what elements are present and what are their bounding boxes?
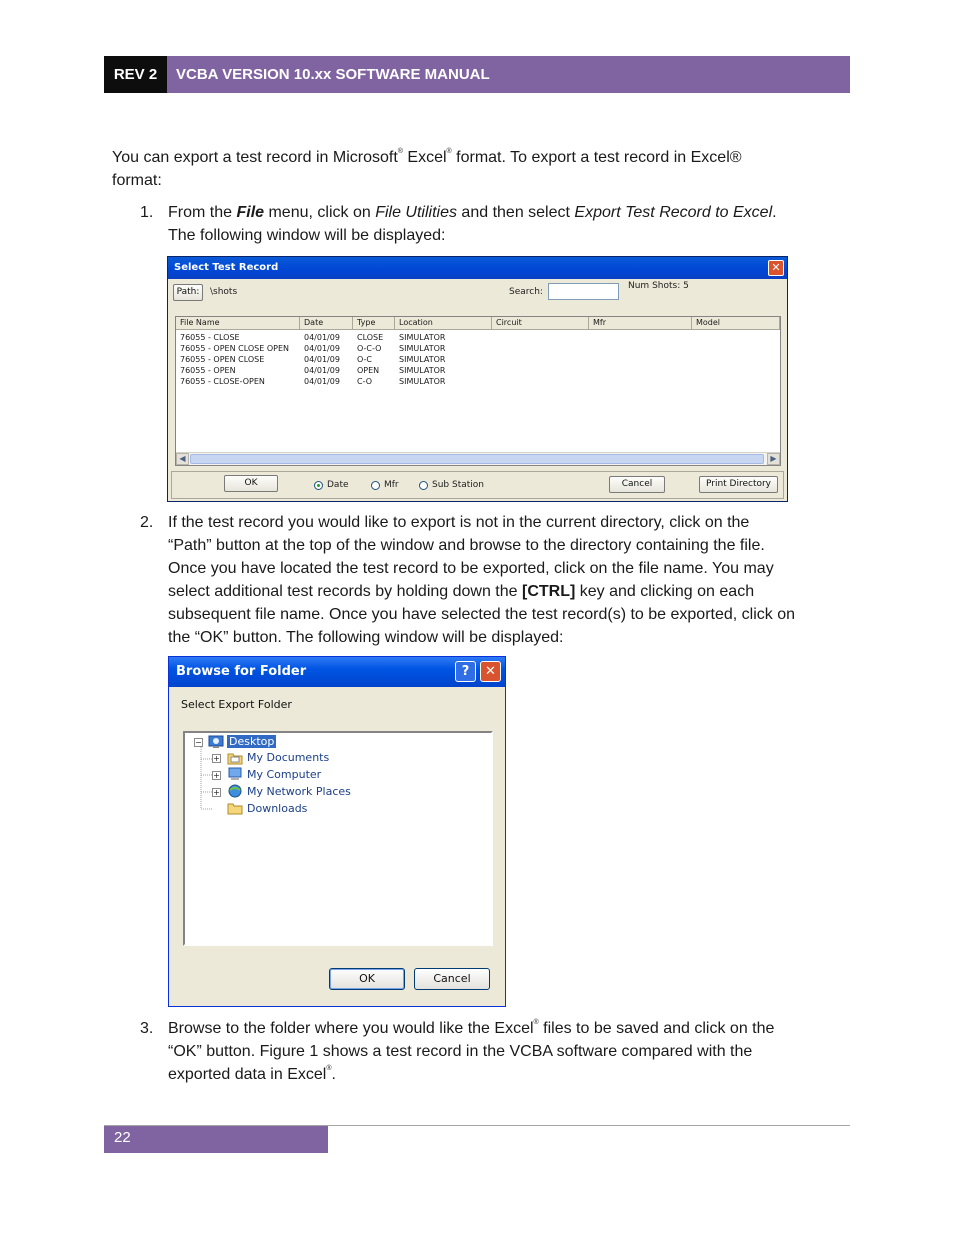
radio-mfr[interactable] [371,481,380,490]
dialog-title-bar [169,657,505,687]
select-test-record-window [167,256,788,502]
tree-item-desktop[interactable]: Desktop [229,735,275,748]
column-header-date[interactable]: Date [300,317,353,330]
radio-mfr-label: Mfr [384,480,399,490]
manual-title: VCBA VERSION 10.xx SOFTWARE MANUAL [167,56,850,93]
radio-sub-station[interactable] [419,481,428,490]
num-shots: Num Shots: 5 [628,281,689,291]
column-header-mfr[interactable]: Mfr [589,317,692,330]
expand-icon[interactable]: + [213,788,220,797]
step-1-number: 1. [140,204,154,221]
path-value: \shots [210,287,238,297]
intro-paragraph: You can export a test record in Microsoft® Excel® format. To export a test record in Excel® format: [112,148,742,189]
radio-date-label: Date [327,480,349,490]
folder-tree[interactable] [183,731,493,946]
test-record-list[interactable]: File Name Date Type Location Circuit Mfr Model 76055 - CLOSE 04/01/09 CLOSE SIMULATOR 76055 - OPEN CLOSE OPEN 04/01/09 O-C-O SIMULATOR 76055 - OPEN CLOSE 04/01/09 O-C SIMULATOR 76055 - OPEN 04/01/09 OPEN SIMULATOR 76055 - CLOSE-OPEN 04/01/09 C-O SIMULATOR ◀ ▶ [175,316,781,466]
button-bar [171,471,784,499]
revision-label: REV 2 [104,56,167,93]
step-2-text: If the test record you would like to export is not in the current directory, click on the “Path” button at the top of the window and browse to the directory containing the file. Once you have located the test record to be exported, click on the file name. You may select additional test records by holding down the [CTRL] key and clicking on each subsequent file name. Once you have selected the test record(s) to be exported, click on the “OK” button. The following window will be displayed: [168,514,796,646]
window-title-bar [168,257,787,279]
tree-item-my-documents[interactable]: My Documents [247,751,330,764]
help-icon[interactable]: ? [455,661,476,682]
print-directory-button[interactable]: Print Directory [699,476,778,493]
path-button[interactable]: Path: [173,284,203,301]
close-icon[interactable]: ✕ [768,260,784,276]
expand-icon[interactable]: + [213,771,220,780]
column-header-model[interactable]: Model [692,317,780,330]
window-title: Select Test Record [174,262,279,273]
tree-item-my-network-places[interactable]: My Network Places [247,785,351,798]
horizontal-scrollbar[interactable] [176,452,780,465]
folder-icon [227,801,243,815]
desktop-icon [208,735,224,749]
select-export-folder-label: Select Export Folder [181,698,292,711]
scroll-left-icon[interactable]: ◀ [176,453,189,465]
ok-button[interactable]: OK [224,475,278,492]
collapse-icon[interactable]: − [195,738,202,747]
scroll-thumb[interactable] [190,454,764,464]
column-header-type[interactable]: Type [353,317,395,330]
radio-date[interactable] [314,481,323,490]
radio-sub-station-label: Sub Station [432,480,484,490]
search-label: Search: [509,287,543,297]
cancel-button[interactable]: Cancel [414,968,490,990]
scroll-right-icon[interactable]: ▶ [767,453,780,465]
column-header-circuit[interactable]: Circuit [492,317,589,330]
step-1-text: From the File menu, click on File Utilities and then select Export Test Record to Excel. The following window will be displayed: [168,204,777,244]
tree-item-my-computer[interactable]: My Computer [247,768,322,781]
tree-item-downloads[interactable]: Downloads [247,802,308,815]
my-computer-icon [227,767,243,781]
dialog-title: Browse for Folder [176,664,307,679]
cancel-button[interactable]: Cancel [609,476,665,493]
column-header-file-name[interactable]: File Name [176,317,300,330]
step-3-text: Browse to the folder where you would like the Excel® files to be saved and click on the “OK” button. Figure 1 shows a test record in the VCBA software compared with the exported data in Excel®. [168,1019,775,1083]
browse-for-folder-dialog [168,656,506,1007]
page-header [104,56,850,93]
step-3-number: 3. [140,1020,154,1037]
my-documents-icon [227,751,243,765]
column-header-location[interactable]: Location [395,317,492,330]
page-number: 22 [104,1126,328,1153]
search-input[interactable] [548,283,619,300]
expand-icon[interactable]: + [213,754,220,763]
close-icon[interactable]: ✕ [480,661,501,682]
my-network-places-icon [227,784,243,798]
step-2-number: 2. [140,514,154,531]
ok-button[interactable]: OK [329,968,405,990]
